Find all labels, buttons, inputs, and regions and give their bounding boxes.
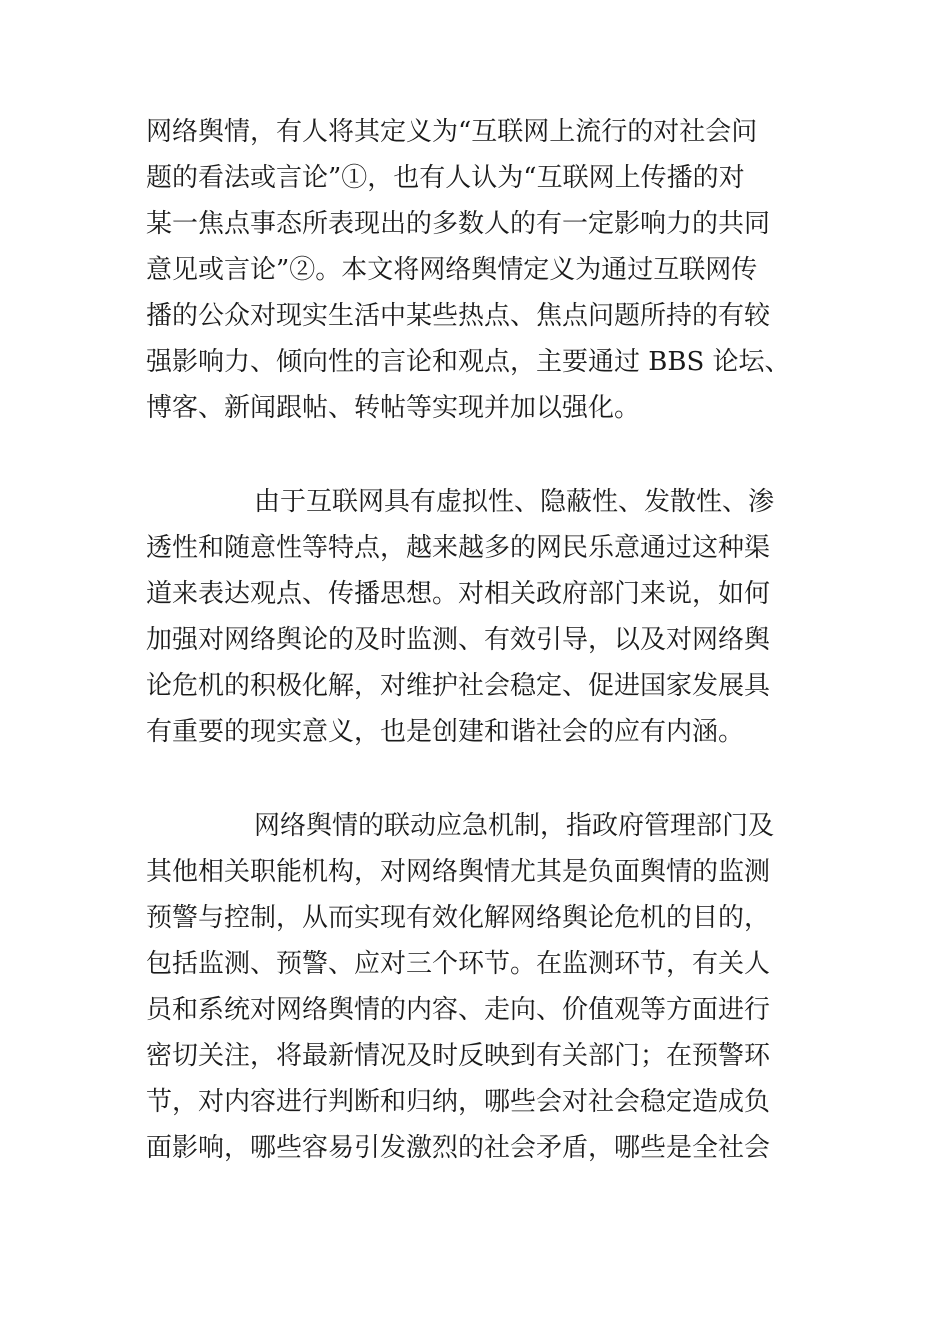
paragraph-line: 其他相关职能机构，对网络舆情尤其是负面舆情的监测 <box>146 857 771 887</box>
paragraph-line: 道来表达观点、传播思想。对相关政府部门来说，如何 <box>146 579 771 609</box>
paragraph-line: 某一焦点事态所表现出的多数人的有一定影响力的共同 <box>146 209 771 239</box>
paragraph-line: 博客、新闻跟帖、转帖等实现并加以强化。 <box>146 393 641 423</box>
paragraph-2 <box>146 479 806 755</box>
paragraph-line: 由于互联网具有虚拟性、隐蔽性、发散性、渗 <box>254 487 775 517</box>
paragraph-line: 加强对网络舆论的及时监测、有效引导，以及对网络舆 <box>146 625 771 655</box>
paragraph-line: 包括监测、预警、应对三个环节。在监测环节，有关人 <box>146 949 771 979</box>
paragraph-line: 节，对内容进行判断和归纳，哪些会对社会稳定造成负 <box>146 1087 771 1117</box>
paragraph-line: 强影响力、倾向性的言论和观点，主要通过 BBS 论坛、 <box>146 347 791 377</box>
paragraph-line: 播的公众对现实生活中某些热点、焦点问题所持的有较 <box>146 301 771 331</box>
paragraph-line: 预警与控制，从而实现有效化解网络舆论危机的目的， <box>146 903 771 933</box>
paragraph-line: 论危机的积极化解，对维护社会稳定、促进国家发展具 <box>146 671 771 701</box>
paragraph-line: 题的看法或言论”①，也有人认为“互联网上传播的对 <box>146 163 745 193</box>
paragraph-line: 面影响，哪些容易引发激烈的社会矛盾，哪些是全社会 <box>146 1133 771 1163</box>
paragraph-line: 有重要的现实意义，也是创建和谐社会的应有内涵。 <box>146 717 745 747</box>
paragraph-line: 网络舆情，有人将其定义为“互联网上流行的对社会问 <box>146 117 758 147</box>
paragraph-3 <box>146 803 806 1171</box>
paragraph-line: 意见或言论”②。本文将网络舆情定义为通过互联网传 <box>146 255 758 285</box>
paragraph-line: 密切关注，将最新情况及时反映到有关部门；在预警环 <box>146 1041 771 1071</box>
paragraph-line: 透性和随意性等特点，越来越多的网民乐意通过这种渠 <box>146 533 771 563</box>
paragraph-line: 网络舆情的联动应急机制，指政府管理部门及 <box>254 811 775 841</box>
paragraph-line: 员和系统对网络舆情的内容、走向、价值观等方面进行 <box>146 995 771 1025</box>
paragraph-1 <box>146 109 806 431</box>
